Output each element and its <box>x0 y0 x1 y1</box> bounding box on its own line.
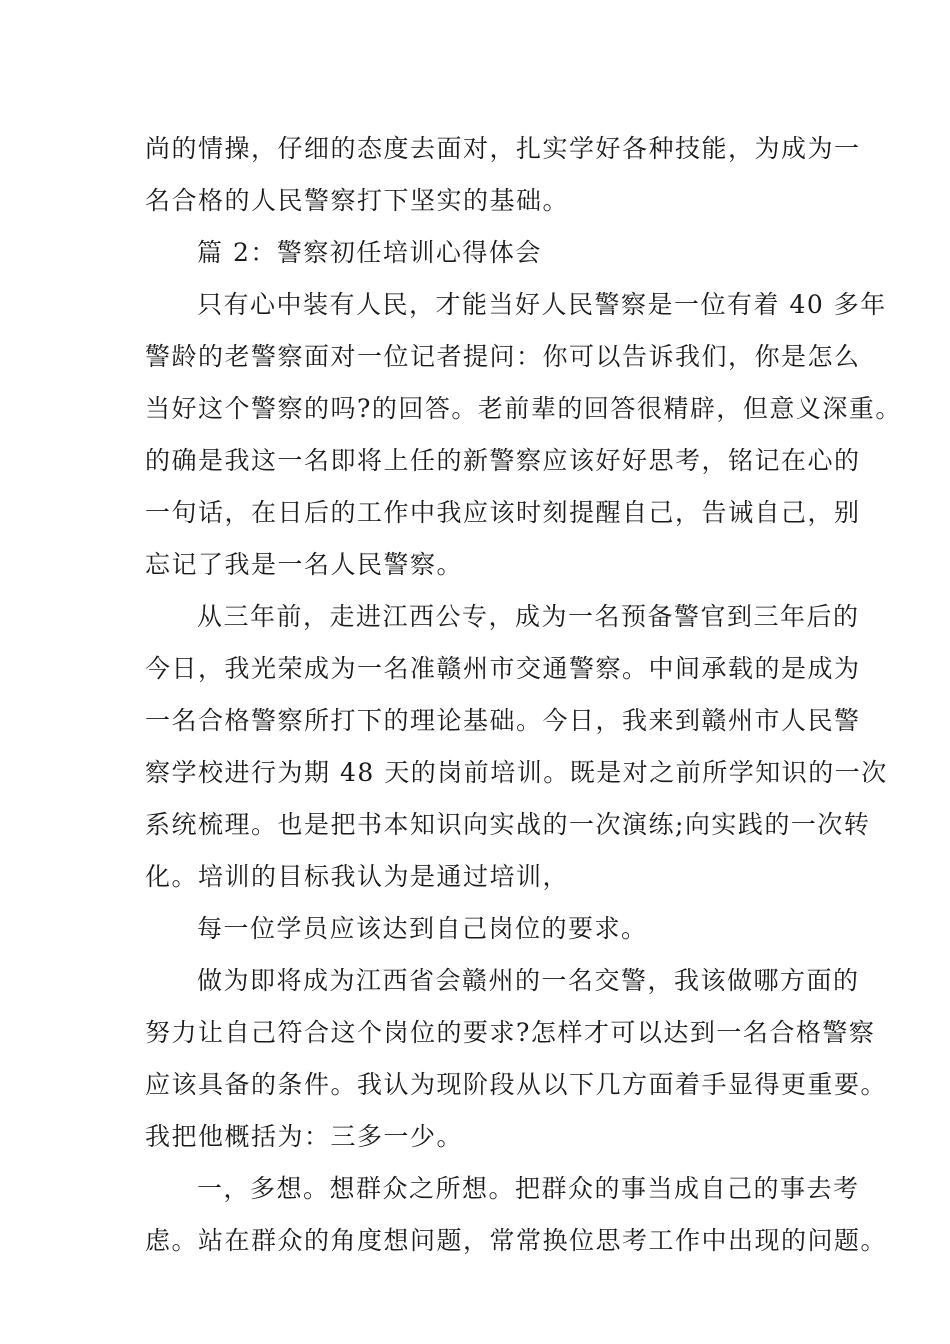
text-line: 虑。站在群众的角度想问题，常常换位思考工作中出现的问题。 <box>145 1226 888 1255</box>
text-line: 一句话，在日后的工作中我应该时刻提醒自己，告诫自己，别 <box>145 498 861 527</box>
text-line: 名合格的人民警察打下坚实的基础。 <box>145 186 570 215</box>
text-line: 系统梳理。也是把书本知识向实战的一次演练;向实践的一次转 <box>145 810 871 839</box>
text-line: 我把他概括为：三多一少。 <box>145 1122 464 1151</box>
text-line: 应该具备的条件。我认为现阶段从以下几方面着手显得更重要。 <box>145 1070 888 1099</box>
text-line: 化。培训的目标我认为是通过培训， <box>145 862 570 891</box>
text-line: 努力让自己符合这个岗位的要求?怎样才可以达到一名合格警察 <box>145 1018 876 1047</box>
document-body <box>145 123 902 1267</box>
text-line: 从三年前，走进江西公专，成为一名预备警官到三年后的 <box>197 602 860 631</box>
text-line: 今日，我光荣成为一名准赣州市交通警察。中间承载的是成为 <box>145 654 861 683</box>
text-line: 忘记了我是一名人民警察。 <box>145 550 464 579</box>
text-line: 篇 2：警察初任培训心得体会 <box>197 238 542 267</box>
text-line: 的确是我这一名即将上任的新警察应该好好思考，铭记在心的 <box>145 446 861 475</box>
text-line: 每一位学员应该达到自己岗位的要求。 <box>197 914 648 943</box>
text-line: 警龄的老警察面对一位记者提问：你可以告诉我们，你是怎么 <box>145 342 861 371</box>
text-line: 尚的情操，仔细的态度去面对，扎实学好各种技能，为成为一 <box>145 134 861 163</box>
text-line: 一名合格警察所打下的理论基础。今日，我来到赣州市人民警 <box>145 706 861 735</box>
text-line: 一，多想。想群众之所想。把群众的事当成自己的事去考 <box>197 1174 860 1203</box>
text-line: 做为即将成为江西省会赣州的一名交警，我该做哪方面的 <box>197 966 860 995</box>
text-line: 察学校进行为期 48 天的岗前培训。既是对之前所学知识的一次 <box>145 758 888 787</box>
text-line: 只有心中装有人民，才能当好人民警察是一位有着 40 多年 <box>197 290 887 319</box>
text-line: 当好这个警察的吗?的回答。老前辈的回答很精辟，但意义深重。 <box>145 394 902 423</box>
